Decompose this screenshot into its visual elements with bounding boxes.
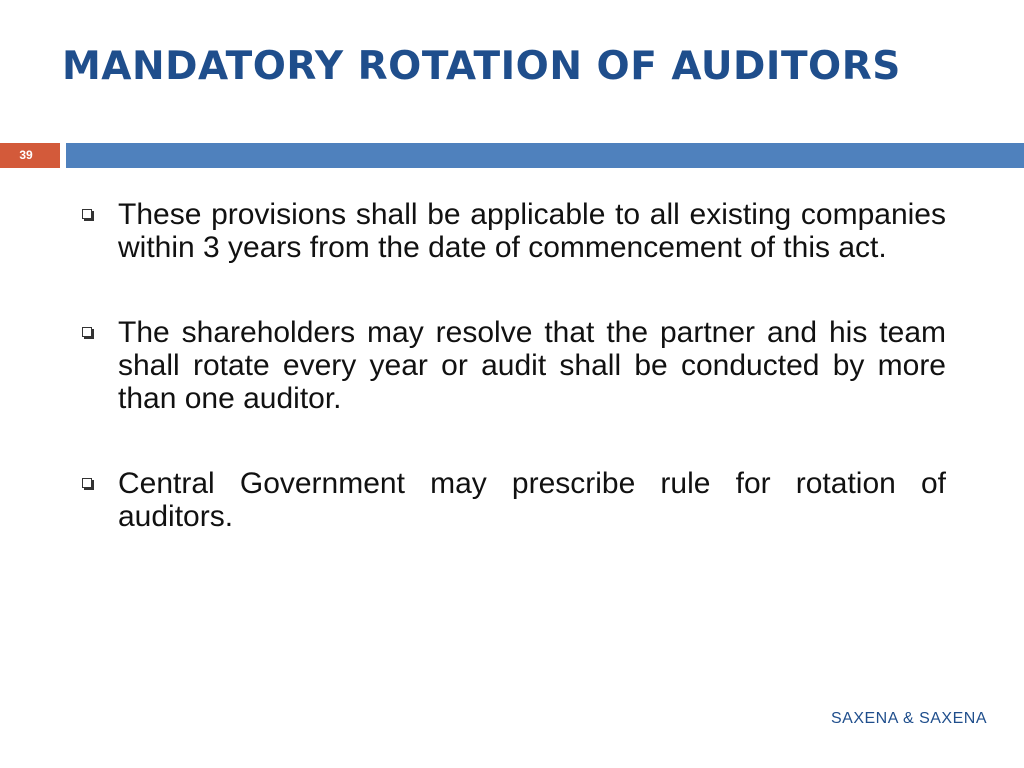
footer-brand: SAXENA & SAXENA [830,710,987,727]
square-bullet-icon [82,209,92,219]
title-divider-bar [66,143,1024,168]
bullet-text: The shareholders may resolve that the partner and his team shall rotate every year or audit shall be conducted by more than one auditor. [118,316,946,415]
slide-number: 39 [19,148,33,162]
bullet-item [78,316,946,415]
bullet-item [78,467,946,533]
bullet-item [78,198,946,264]
square-bullet-icon [82,478,92,488]
bullet-text: Central Government may prescribe rule for rotation of auditors. [118,467,946,533]
bullet-list [78,198,946,533]
slide-title: MANDATORY ROTATION OF AUDITORS [62,44,901,89]
slide-number-badge [0,143,60,168]
bullet-text: These provisions shall be applicable to all existing companies within 3 years from the date of commencement of this act. [118,198,946,264]
square-bullet-icon [82,327,92,337]
